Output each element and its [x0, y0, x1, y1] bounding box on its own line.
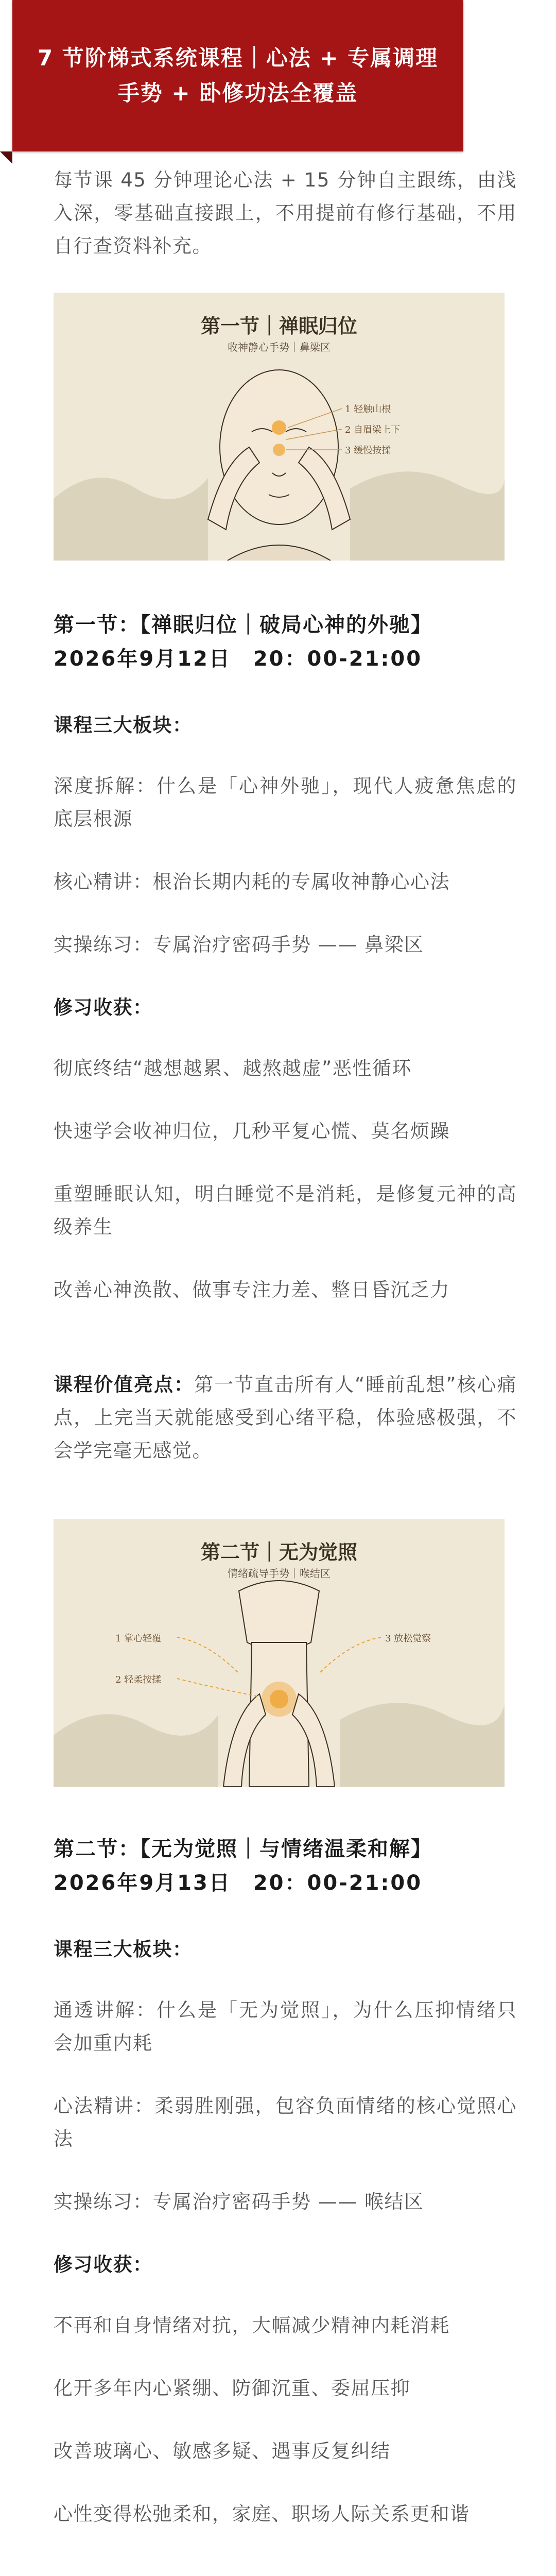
- lesson2-block-item: 心法精讲：柔弱胜刚强，包容负面情绪的核心觉照心法: [54, 2095, 517, 2150]
- lesson1-block-item: 深度拆解：什么是「心神外驰」，现代人疲惫焦虑的底层根源: [54, 775, 517, 830]
- lesson2-title: 第二节：【无为觉照｜与情绪温柔和解】: [54, 1837, 432, 1861]
- lesson2-gains-heading: 修习收获：: [54, 2253, 153, 2276]
- lesson1-illustration: [54, 293, 505, 561]
- lesson1-gains-heading: 修习收获：: [54, 996, 153, 1019]
- lesson1-image-title: 第一节｜禅眠归位: [200, 314, 357, 337]
- banner-section: [0, 0, 556, 164]
- lesson1-value-text: 第一节直击所有人“睡前乱想”核心痛点，上完当天就能感受到心绪平稳，体验感极强，不会学完毫无感觉。: [54, 1374, 517, 1462]
- lesson1-value-paragraph: [54, 1368, 517, 1467]
- article-body: [0, 164, 556, 2576]
- lesson1-image-label: 3 缓慢按揉: [345, 445, 391, 456]
- lesson1-gain-item: 改善心神涣散、做事专注力差、整日昏沉乏力: [54, 1279, 450, 1301]
- lesson2-image-title: 第二节｜无为觉照: [200, 1540, 357, 1564]
- lesson1-gain-item: 快速学会收神归位，几秒平复心慌、莫名烦躁: [54, 1120, 450, 1142]
- lesson2-gain-item: 改善玻璃心、敏感多疑、遇事反复纠结: [54, 2440, 391, 2462]
- lesson2-date: 2026年9月13日 20：00-21:00: [54, 1871, 423, 1895]
- title-banner: [12, 0, 463, 151]
- lesson2-image-label: 3 放松觉察: [385, 1633, 431, 1644]
- lesson1-block-item: 实操练习：专属治疗密码手势 —— 鼻梁区: [54, 934, 424, 956]
- lesson1-block-item: 核心精讲：根治长期内耗的专属收神静心心法: [54, 871, 450, 893]
- lesson2-gain-item: 心性变得松弛柔和，家庭、职场人际关系更和谐: [54, 2503, 470, 2525]
- lesson1-gain-item: 重塑睡眠认知，明白睡觉不是消耗，是修复元神的高级养生: [54, 1183, 517, 1238]
- lesson2-gain-item: 不再和自身情绪对抗，大幅减少精神内耗消耗: [54, 2314, 450, 2336]
- lesson1-value-label: 课程价值亮点：: [54, 1374, 195, 1396]
- lesson2-image-label: 1 掌心轻覆: [115, 1633, 162, 1644]
- banner-fold: [0, 151, 12, 164]
- lesson1-blocks-heading: 课程三大板块：: [54, 714, 193, 736]
- lesson2-gain-item: 化开多年内心紧绷、防御沉重、委屈压抑: [54, 2377, 410, 2399]
- lesson1-image-label: 2 自眉梁上下: [345, 425, 401, 435]
- lesson2-image-label: 2 轻柔按揉: [115, 1674, 162, 1685]
- lesson1-image-label: 1 轻触山根: [345, 404, 391, 415]
- lesson2-block-item: 实操练习：专属治疗密码手势 —— 喉结区: [54, 2191, 424, 2213]
- lesson2-illustration: [54, 1519, 505, 1787]
- lesson2-blocks-heading: 课程三大板块：: [54, 1938, 193, 1960]
- lesson2-block-item: 通透讲解：什么是「无为觉照」，为什么压抑情绪只会加重内耗: [54, 1999, 517, 2054]
- banner-title: 7 节阶梯式系统课程｜心法 + 专属调理手势 + 卧修功法全覆盖: [37, 45, 439, 106]
- lesson1-title: 第一节：【禅眠归位｜破局心神的外驰】: [54, 613, 432, 637]
- lesson1-image-subtitle: 收神静心手势｜鼻梁区: [228, 341, 331, 353]
- lesson2-image-subtitle: 情绪疏导手势｜喉结区: [228, 1567, 331, 1580]
- lesson1-gain-item: 彻底终结“越想越累、越熬越虚”恶性循环: [54, 1057, 412, 1079]
- intro-paragraph: 每节课 45 分钟理论心法 + 15 分钟自主跟练，由浅入深，零基础直接跟上，不用提前有修行基础，不用自行查资料补充。: [54, 169, 517, 257]
- lesson1-date: 2026年9月12日 20：00-21:00: [54, 647, 423, 671]
